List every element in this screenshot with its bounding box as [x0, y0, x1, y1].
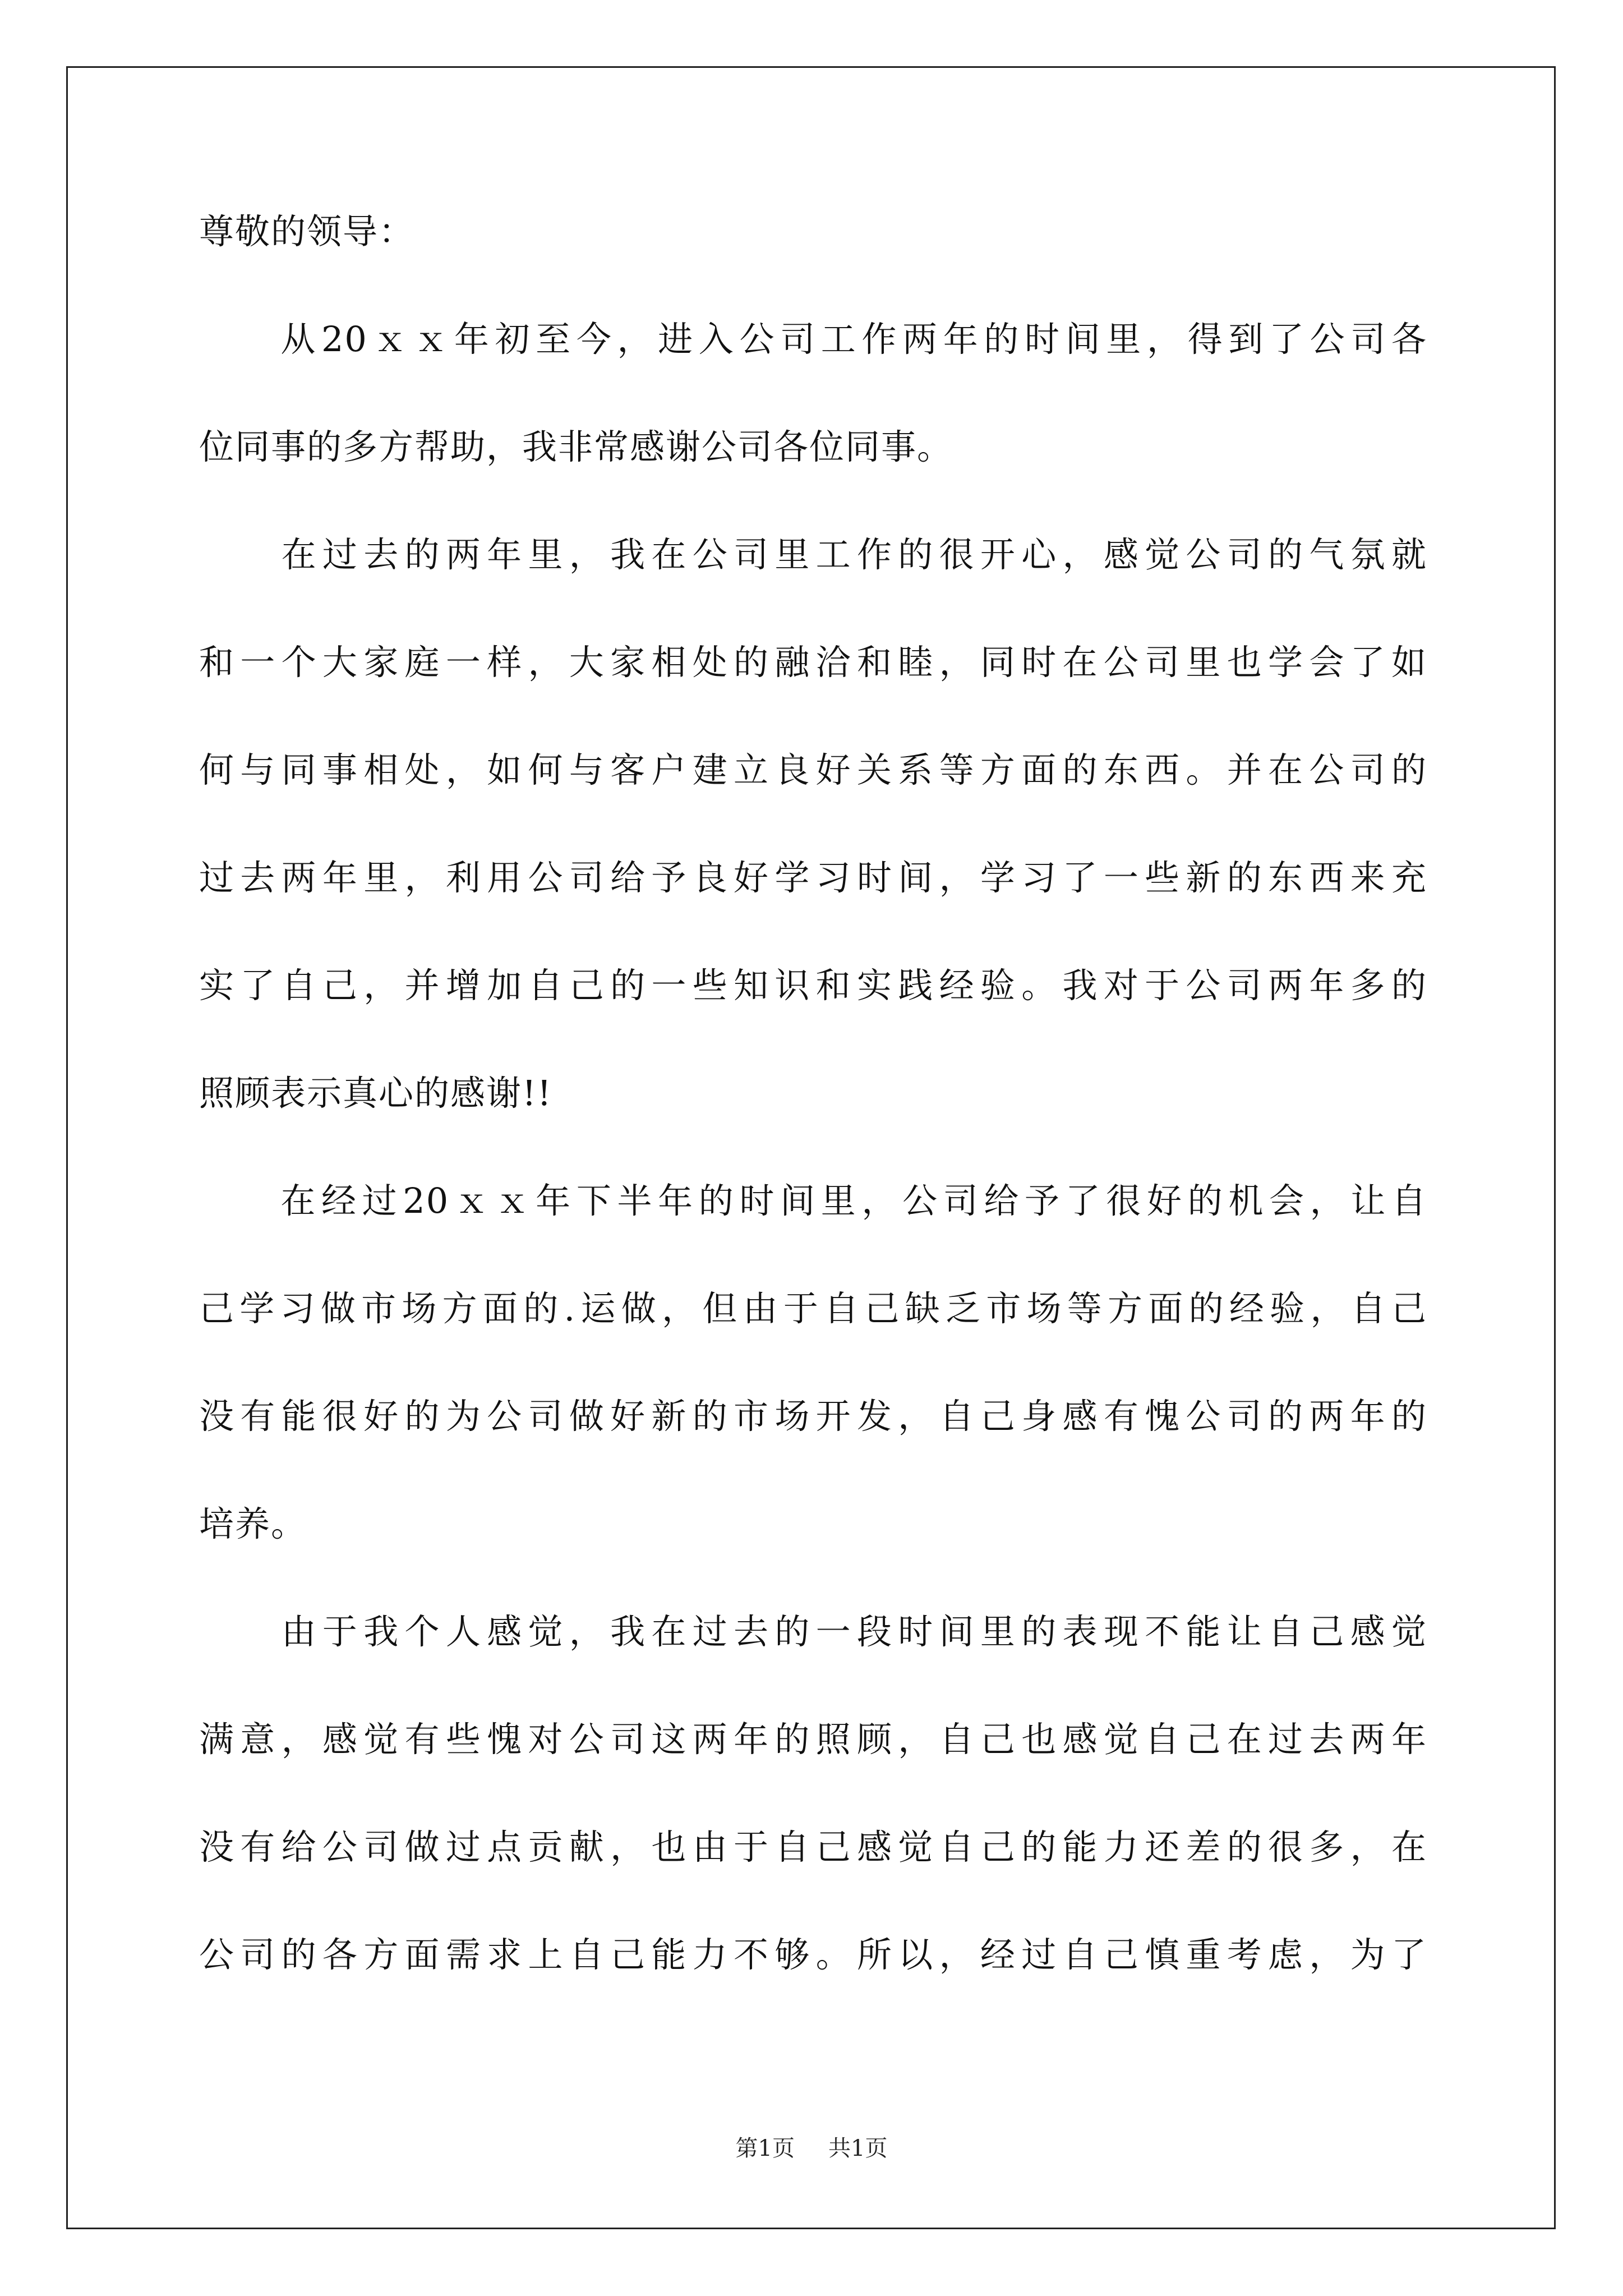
text-line: 过去两年里，利用公司给予良好学习时间，学习了一些新的东西来充: [199, 857, 1427, 898]
document-body: [199, 205, 1427, 2036]
text-line: 照顾表示真心的感谢!!: [199, 1073, 552, 1114]
text-line: 和一个大家庭一样，大家相处的融洽和睦，同时在公司里也学会了如: [199, 642, 1427, 683]
text-line: 由于我个人感觉，我在过去的一段时间里的表现不能让自己感觉: [199, 1611, 1427, 1652]
text-line: 在经过20ｘｘ年下半年的时间里，公司给予了很好的机会，让自: [199, 1180, 1427, 1221]
salutation-line: 尊敬的领导：: [199, 211, 415, 252]
text-line: 没有给公司做过点贡献，也由于自己感觉自己的能力还差的很多，在: [199, 1826, 1427, 1867]
text-line: 没有能很好的为公司做好新的市场开发，自己身感有愧公司的两年的: [199, 1396, 1427, 1437]
text-line: 从20ｘｘ年初至今，进入公司工作两年的时间里，得到了公司各: [199, 319, 1427, 360]
page-number-current: 第1页: [735, 2136, 795, 2161]
text-line: 培养。: [199, 1503, 307, 1544]
text-line: 己学习做市场方面的.运做，但由于自己缺乏市场等方面的经验，自己: [199, 1288, 1427, 1329]
page-number-total: 共1页: [828, 2136, 888, 2161]
text-line: 在过去的两年里，我在公司里工作的很开心，感觉公司的气氛就: [199, 534, 1427, 575]
text-line: 位同事的多方帮助，我非常感谢公司各位同事。: [199, 426, 953, 467]
text-line: 公司的各方面需求上自己能力不够。所以，经过自己慎重考虑，为了: [199, 1934, 1427, 1975]
text-line: 满意，感觉有些愧对公司这两年的照顾，自己也感觉自己在过去两年: [199, 1719, 1427, 1760]
text-line: 实了自己，并增加自己的一些知识和实践经验。我对于公司两年多的: [199, 965, 1427, 1006]
text-line: 何与同事相处，如何与客户建立良好关系等方面的东西。并在公司的: [199, 749, 1427, 790]
page-footer: [0, 2132, 1623, 2165]
